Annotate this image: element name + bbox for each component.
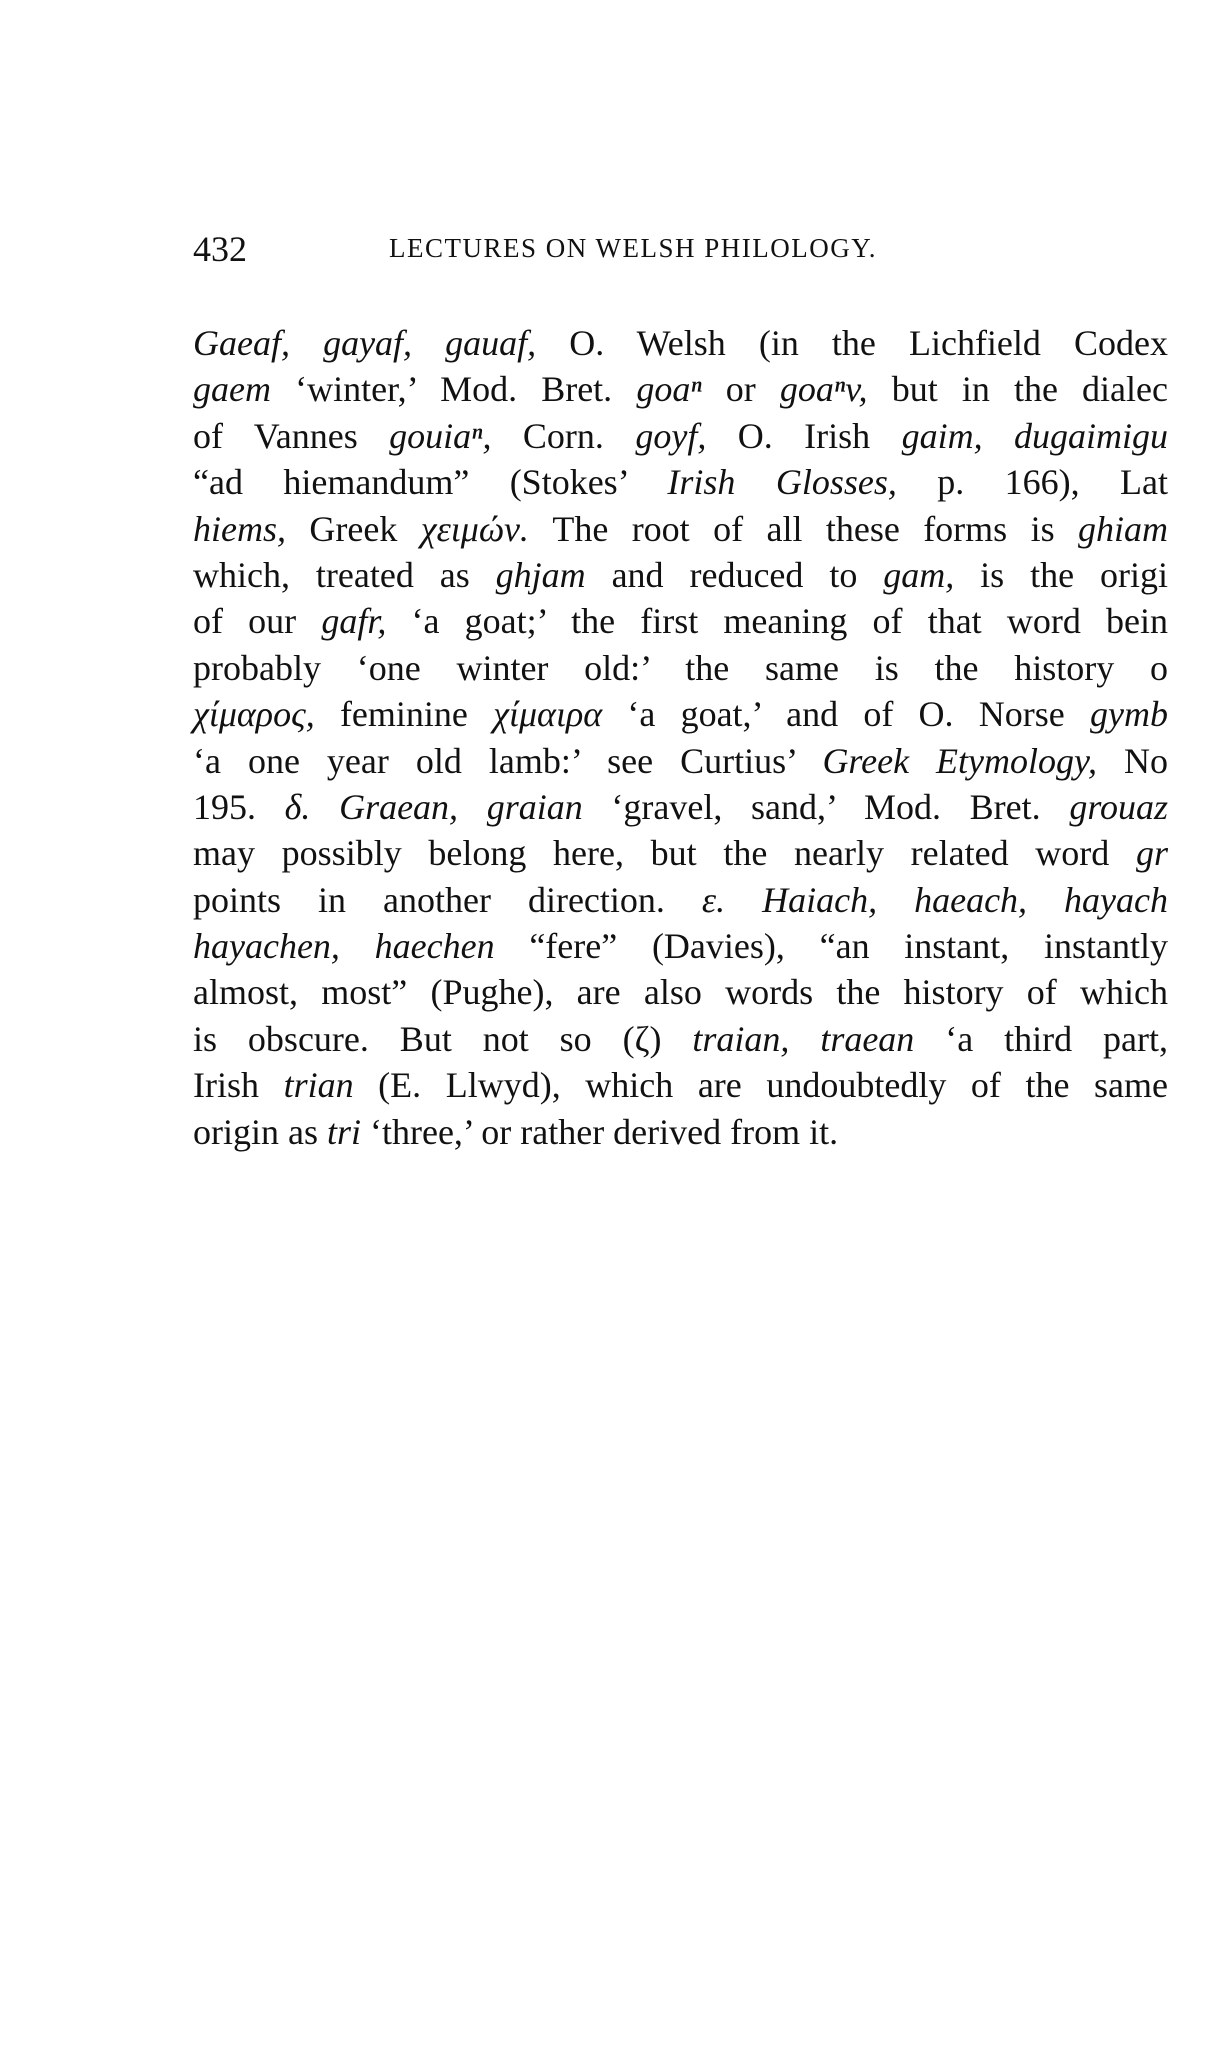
- text-run: which, treated as: [193, 554, 496, 595]
- text-line: [193, 1062, 1168, 1108]
- italic-text: gaem: [193, 369, 271, 410]
- text-run: Greek: [286, 508, 421, 549]
- text-run: (E. Llwyd), which are undoubtedly of the same: [353, 1065, 1168, 1106]
- text-line: [193, 413, 1168, 459]
- text-line: [193, 506, 1168, 552]
- text-line: [193, 877, 1168, 923]
- italic-text: gr: [1135, 833, 1168, 874]
- running-head: LECTURES ON WELSH PHILOLOGY.: [389, 233, 878, 263]
- text-run: and reduced to: [585, 554, 884, 595]
- text-line: [193, 784, 1168, 830]
- text-line: [193, 1016, 1168, 1062]
- text-line: [193, 1109, 1168, 1155]
- italic-text: tri: [326, 1111, 361, 1152]
- text-line: [193, 552, 1168, 598]
- italic-text: δ. Graean, graian: [284, 786, 583, 827]
- text-run: ‘a goat;’ the first meaning of that word bein: [386, 601, 1168, 642]
- text-run: ‘gravel, sand,’ Mod. Bret.: [582, 786, 1070, 827]
- italic-text: Gaeaf, gayaf, gauaf,: [193, 323, 537, 363]
- text-run: or: [701, 369, 780, 410]
- italic-text: gouiaⁿ,: [389, 415, 492, 456]
- text-run: Corn.: [491, 415, 636, 456]
- text-run: probably ‘one winter old:’ the same is the history o: [193, 647, 1168, 688]
- text-run: O. Welsh (in the Lichfield Codex: [536, 323, 1168, 363]
- text-run: is the origi: [954, 554, 1168, 595]
- text-run: No: [1097, 740, 1168, 781]
- text-run: “ad hiemandum” (Stokes’: [193, 462, 668, 503]
- text-run: ‘a goat,’ and of O. Norse: [602, 694, 1091, 735]
- italic-text: χίμαιρα: [493, 694, 603, 735]
- italic-text: hayachen, haechen: [193, 926, 495, 967]
- text-line: [193, 645, 1168, 691]
- text-line: [193, 738, 1168, 784]
- italic-text: Greek Etymology,: [822, 740, 1097, 781]
- text-run: Irish: [193, 1065, 284, 1106]
- text-run: O. Irish: [706, 415, 902, 456]
- text-run: but in the dialec: [867, 369, 1168, 410]
- text-run: feminine: [314, 694, 494, 735]
- italic-text: goaⁿv,: [779, 369, 868, 410]
- text-line: [193, 691, 1168, 737]
- italic-text: ε. Haiach, haeach, hayach: [701, 879, 1168, 920]
- italic-text: goyf,: [635, 415, 707, 456]
- italic-text: χειμών.: [420, 508, 529, 549]
- text-run: almost, most” (Pughe), are also words the history of which: [193, 972, 1168, 1013]
- text-line: [193, 459, 1168, 505]
- italic-text: goaⁿ: [636, 369, 702, 410]
- text-run: points in another direction.: [193, 879, 702, 920]
- text-run: of Vannes: [193, 415, 390, 456]
- italic-text: Irish Glosses,: [667, 462, 897, 503]
- text-run: ‘winter,’ Mod. Bret.: [270, 369, 637, 410]
- text-run: ‘a third part,: [914, 1018, 1168, 1059]
- text-line: [193, 320, 1168, 366]
- italic-text: hiems,: [193, 508, 286, 549]
- text-line: [193, 830, 1168, 876]
- text-run: p. 166), Lat: [896, 462, 1168, 503]
- text-run: ‘three,’ or rather derived from it.: [361, 1111, 839, 1152]
- italic-text: traian, traean: [692, 1018, 915, 1059]
- italic-text: grouaz: [1069, 786, 1169, 827]
- text-line: [193, 598, 1168, 644]
- italic-text: trian: [283, 1065, 354, 1106]
- text-run: may possibly belong here, but the nearly related word: [193, 833, 1136, 874]
- italic-text: ghjam: [495, 554, 586, 595]
- text-run: origin as: [193, 1111, 327, 1152]
- italic-text: gymb: [1090, 694, 1169, 735]
- italic-text: gam,: [883, 554, 955, 595]
- page-number: 432: [193, 229, 247, 269]
- text-line: [193, 969, 1168, 1015]
- text-line: [193, 366, 1168, 412]
- text-line: [193, 923, 1168, 969]
- text-run: “fere” (Davies), “an instant, instantly: [494, 926, 1169, 967]
- italic-text: gafr,: [321, 601, 387, 642]
- italic-text: ghiam: [1078, 508, 1168, 549]
- text-run: ‘a one year old lamb:’ see Curtius’: [193, 740, 823, 781]
- text-run: The root of all these forms is: [528, 508, 1078, 549]
- italic-text: χίμαρος,: [193, 694, 315, 735]
- italic-text: gaim, dugaimigu: [901, 415, 1168, 456]
- text-run: 195.: [193, 786, 285, 827]
- text-run: of our: [193, 601, 322, 642]
- body-text: [193, 320, 1169, 1155]
- text-run: is obscure. But not so (ζ): [193, 1018, 693, 1059]
